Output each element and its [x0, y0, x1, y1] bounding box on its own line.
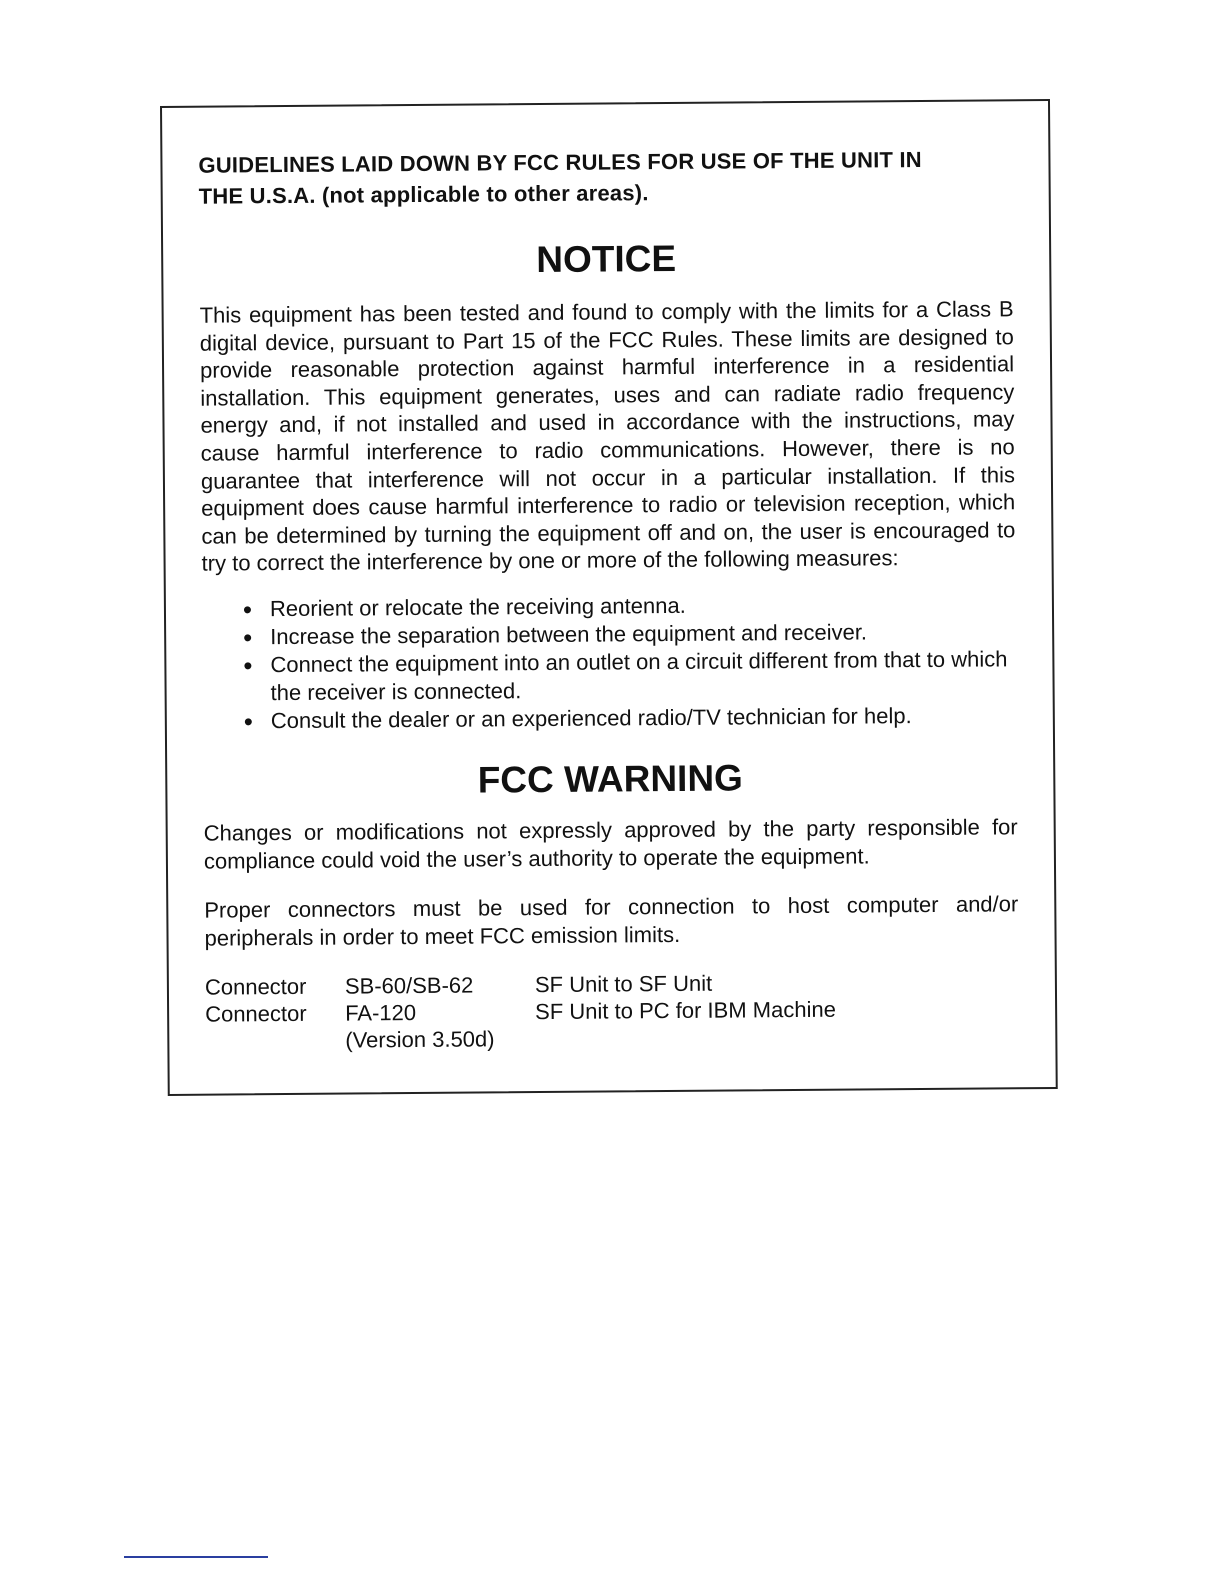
connector-label [205, 1027, 345, 1055]
connector-model: SB-60/SB-62 [344, 972, 474, 999]
footer-rule [124, 1556, 268, 1558]
bullet-icon [245, 718, 252, 725]
notice-heading: NOTICE [536, 237, 677, 281]
fcc-warning-paragraph-2: Proper connectors must be used for connection to host computer and/or peripherals in order to meet FCC emission limits. [204, 891, 1019, 951]
bullet-icon [244, 606, 251, 613]
connector-label: Connector [204, 974, 307, 1000]
table-row [205, 996, 836, 1028]
connector-label: Connector [205, 1001, 307, 1027]
measure-text: Increase the separation between the equipment and receiver. [270, 619, 868, 650]
notice-content [198, 143, 1019, 1055]
fcc-warning-paragraph-1: Changes or modifications not expressly approved by the party responsible for compliance could void the user’s authority to operate the equipment. [203, 814, 1018, 874]
fcc-notice-box [160, 99, 1058, 1096]
connector-model: FA-120 [345, 1000, 417, 1026]
fcc-warning-heading: FCC WARNING [477, 757, 744, 801]
list-item [245, 701, 1017, 735]
bullet-icon [244, 634, 251, 641]
guidelines-line-2: THE U.S.A. (not applicable to other areas). [198, 180, 649, 209]
connector-use: SF Unit to SF Unit [534, 971, 713, 998]
connector-table [205, 969, 836, 1055]
list-item [244, 645, 1016, 707]
connector-model: (Version 3.50d) [345, 1026, 495, 1053]
connector-use [535, 1023, 836, 1052]
measures-list [202, 589, 1017, 735]
measure-text: Reorient or relocate the receiving antenna. [269, 592, 686, 622]
connector-use: SF Unit to PC for IBM Machine [535, 997, 836, 1025]
table-row [205, 1023, 836, 1055]
notice-paragraph: This equipment has been tested and found to comply with the limits for a Class B digital device, pursuant to Part 15 of the FCC Rules. These limits are designed to provide reasonable protection against harmful interference in a residential installation. This equipment generates, uses and can radiate radio frequency energy and, if not installed and used in accordance with the instructions, may cause harmful interference to radio communications. However, there is no guarantee that interference will not occur in a particular installation. If this equipment does cause harmful interference to radio or television reception, which can be determined by turning the equipment off and on, the user is encouraged to try to correct the interference by one or more of the following measures: [199, 296, 1016, 577]
guidelines-line-1: GUIDELINES LAID DOWN BY FCC RULES FOR USE OF THE UNIT IN [198, 147, 922, 178]
bullet-icon [244, 662, 251, 669]
measure-text: Consult the dealer or an experienced radio/TV technician for help. [270, 703, 912, 734]
measure-text: Connect the equipment into an outlet on a circuit different from that to which the receiver is connected. [270, 646, 1008, 706]
guidelines-heading [198, 143, 1012, 211]
